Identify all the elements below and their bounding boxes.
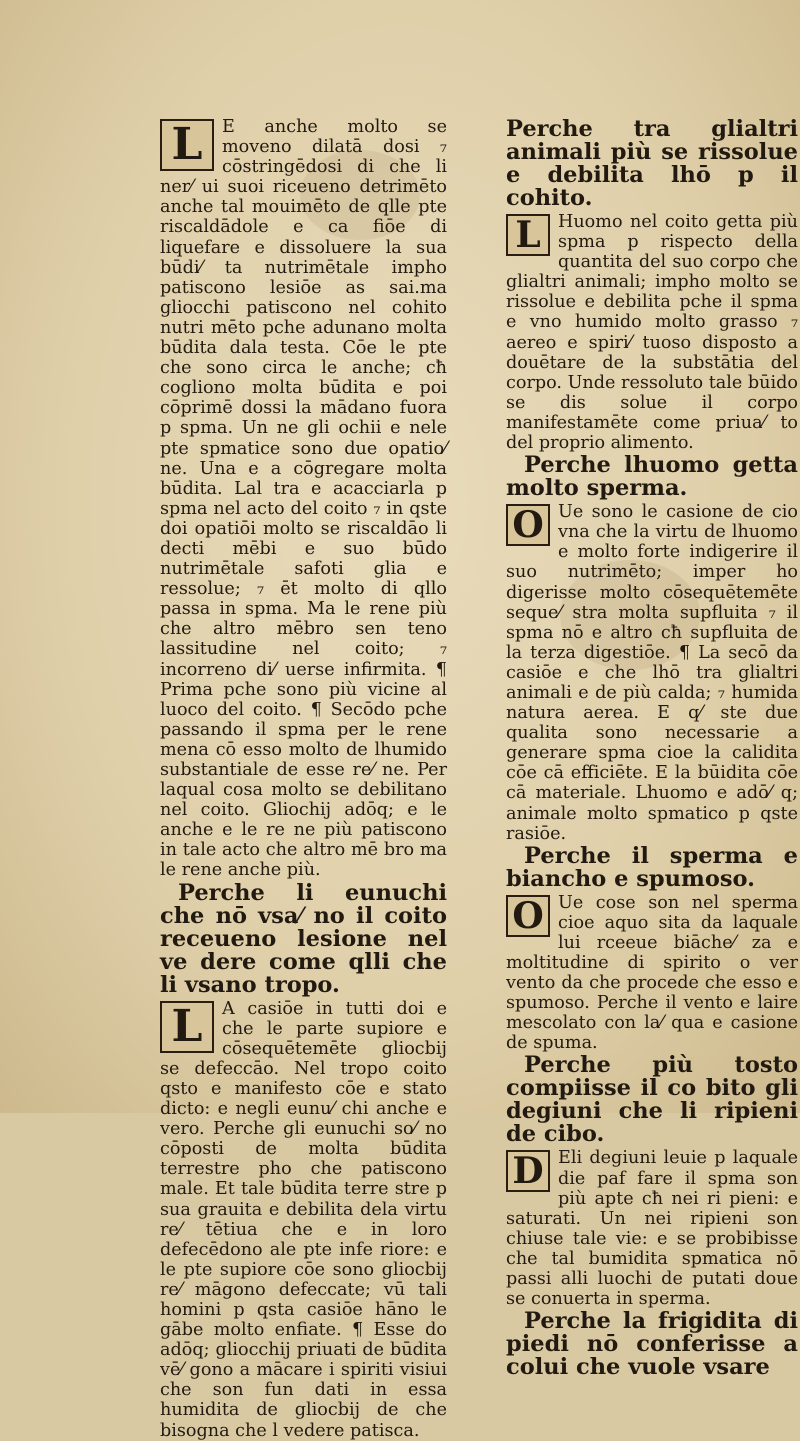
left-paragraph-2 — [160, 999, 447, 1441]
paragraph-text: Ue sono le casione de cio vna che la virtu de lhuomo e molto forte indigerire il suo nutrimēto; imper ho digerisse molto cōsequētemēte seque⁄ stra molta supfluita ₇ il spma nō e altro cħ supfluita de la terza digestiōe. ¶ La secō da casiōe e che lhō tra glialtri animali e de più calda; ₇ humida natura aerea. E q⁄ ste due qualita sono necessarie a generare spma cioe la calidita cōe cā efficiēte. E la būidita cōe cā materiale. Lhuomo e adō⁄ q; animale molto spmatico p qste rasiōe. — [506, 502, 798, 844]
drop-cap-initial: L — [160, 1001, 214, 1053]
paragraph-text: E anche molto se moveno dilatā dosi ₇ cōstringēdosi di che li ner⁄ ui suoi riceueno detrimēto anche tal mouimēto de qlle pte riscaldādole e ca fiōe di liquefare e dissoluere la sua būdi⁄ ta nutrimētale impho patiscono lesiōe as sai.ma gliocchi patiscono nel cohito nutri mēto pche adunano molta būdita dala testa. Cōe le pte che sono circa le anche; cħ cogliono molta būdita e poi cōprimē dossi la mādano fuora p spma. Un ne gli ochii e nele pte spmatice sono due opatio⁄ ne. Una e a cōgregare molta būdita. Lal tra e acacciarla p spma nel acto del coito ₇ in qste doi opatiōi molto se riscaldāo li decti mēbi e suo būdo nutrimētale safoti glia e ressolue; ₇ ēt molto di qllo passa in spma. Ma le rene più che altro mēbro sen teno lassitudine nel coito; ₇ incorreno di⁄ uerse infirmita. ¶ Prima pche sono più vicine al luoco del coito. ¶ Secōdo pche passando il spma per le rene mena cō esso molto de lhumido substantiale de esse re⁄ ne. Per laqual cosa molto se debilitano nel coito. Gliochij adōq; e le anche e le re ne più patiscono in tale acto che altro mē bro ma le rene anche più. — [160, 117, 447, 881]
drop-cap-initial: L — [506, 214, 550, 256]
paragraph-text: Huomo nel coito getta più spma p rispecto della quantita del suo corpo che glialtri animali; impho molto se rissolue e debilita pche il spma e vno humido molto grasso ₇ aereo e spiri⁄ tuoso disposto a douētare de la substātia del corpo. Unde ressoluto tale būido se dis solue il corpo manifestamēte come priua⁄ to del proprio alimento. — [506, 212, 798, 454]
section-heading: Perche più tosto compiisse il co bito gli degiuni che li ripieni de cibo. — [506, 1052, 798, 1148]
paragraph-text: Ue cose son nel sperma cioe aquo sita da laquale lui rceeue biāche⁄ za e moltitudine di spirito o ver vento da che procede che esso e spumoso. Perche il vento e laire mescolato con la⁄ qua e casione de spuma. — [506, 892, 798, 1054]
section-heading: Perche la frigidita di piedi nō conferisse a colui che vuole vsare — [506, 1308, 798, 1381]
section-heading: Perche il sperma e biancho e spumoso. — [506, 842, 798, 892]
right-paragraph-4 — [506, 1148, 798, 1309]
right-paragraph-3 — [506, 893, 798, 1054]
drop-cap-initial: L — [160, 119, 214, 171]
left-text-column — [160, 117, 447, 1441]
paragraph-text: Eli degiuni leuie p laquale die paf fare il spma son più apte cħ nei ri pieni: e saturati. Un nei ripieni son chiuse tale vie: e se probibisse che tal bumidita spmatica nō passi alli luochi de putati doue se conuerta in sperma. — [506, 1148, 798, 1310]
section-heading: Perche tra glialtri animali più se rissolue e debilita lhō p il cohito. — [506, 117, 798, 211]
right-paragraph-2 — [506, 502, 798, 844]
paragraph-text: A casiōe in tutti doi e che le parte supiore e cōsequētemēte gliocbij se defeccāo. Nel tropo coito qsto e manifesto cōe e stato dicto: e negli eunu⁄ chi anche e vero. Perche gli eunuchi so⁄ no cōposti de molta būdita terrestre pho che patiscono male. Et tale būdita terre stre p sua grauita e debilita dela virtu re⁄ tētiua che e in loro defecēdono ale pte infe riore: e le pte supiore cōe sono gliocbij re⁄ māgono defeccate; vū tali homini p qsta casiōe hāno le gābe molto enfiate. ¶ Esse do adōq; gliocchij priuati de būdita vē⁄ gono a mācare i spiriti visiui che son fun dati in essa humidita de gliocbij de che bisogna che l vedere patisca. — [160, 998, 447, 1441]
right-text-column — [506, 117, 798, 1381]
drop-cap-initial: D — [506, 1150, 550, 1192]
section-heading: Perche lhuomo getta molto sperma. — [506, 452, 798, 502]
section-heading: Perche li eunuchi che nō vsa⁄ no il coito receueno lesione nel ve dere come qlli che li vsano tropo. — [160, 879, 447, 998]
drop-cap-initial: O — [506, 895, 550, 937]
drop-cap-initial: O — [506, 504, 550, 546]
left-paragraph-1 — [160, 117, 447, 881]
right-paragraph-1 — [506, 212, 798, 453]
